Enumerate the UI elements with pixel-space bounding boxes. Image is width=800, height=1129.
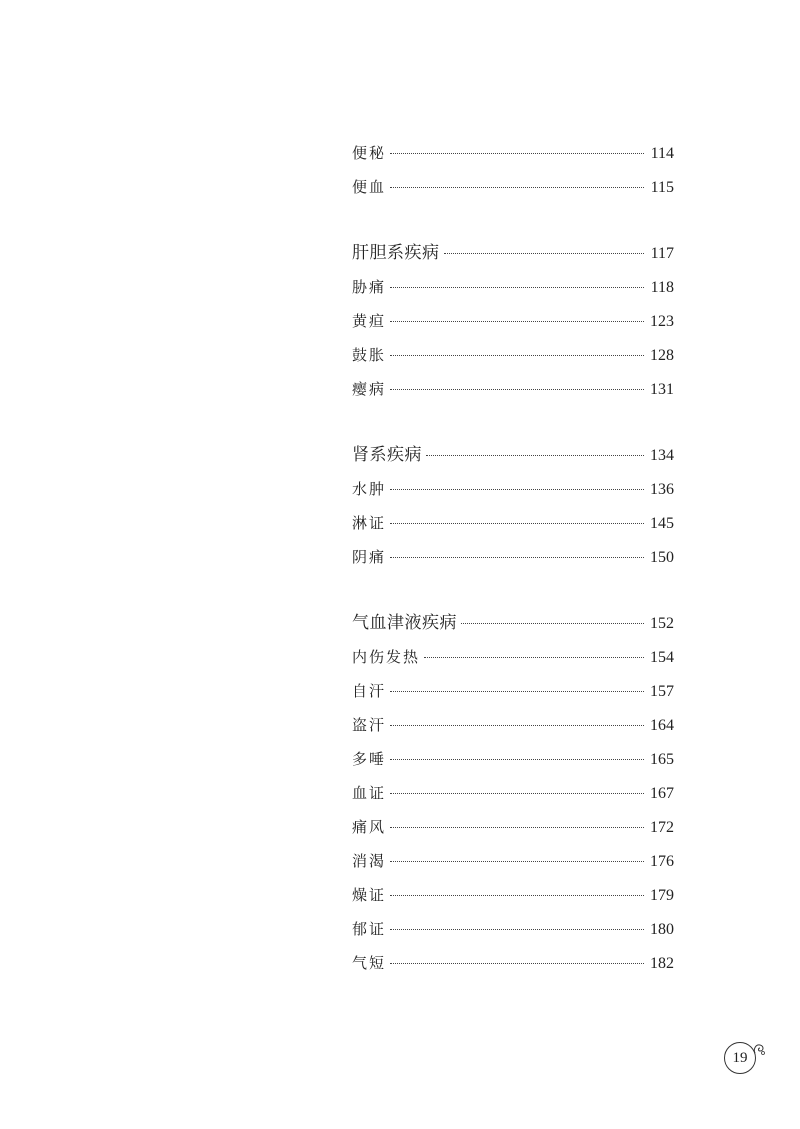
toc-entry[interactable] (352, 372, 674, 406)
page-number-badge (722, 1040, 766, 1080)
dot-leader (390, 691, 644, 692)
dot-leader (390, 963, 644, 964)
toc-entry[interactable] (352, 540, 674, 574)
toc-entry-page: 136 (650, 481, 674, 498)
toc-entry-title: 自汗 (352, 682, 387, 700)
toc-group (352, 236, 674, 406)
toc-entry[interactable] (352, 708, 674, 742)
toc-entry-title: 水肿 (352, 480, 387, 498)
toc-entry-title: 消渴 (352, 852, 387, 870)
toc-entry[interactable] (352, 170, 674, 204)
toc-entry[interactable] (352, 742, 674, 776)
toc-entry-page: 167 (650, 785, 674, 802)
toc-entry-page: 123 (650, 313, 674, 330)
toc-entry[interactable] (352, 946, 674, 980)
toc-entry-page: 128 (650, 347, 674, 364)
toc-entry-page: 172 (650, 819, 674, 836)
dot-leader (390, 929, 644, 930)
toc-entry[interactable] (352, 878, 674, 912)
dot-leader (461, 623, 644, 624)
toc-entry-page: 114 (650, 145, 674, 162)
toc-entry-page: 117 (650, 245, 674, 262)
toc-entry[interactable] (352, 472, 674, 506)
toc-entry-page: 180 (650, 921, 674, 938)
toc-entry-page: 152 (650, 615, 674, 632)
toc-entry[interactable] (352, 304, 674, 338)
dot-leader (390, 557, 644, 558)
toc-entry-page: 150 (650, 549, 674, 566)
dot-leader (390, 153, 644, 154)
toc-entry-title: 瘿病 (352, 380, 387, 398)
toc-group (352, 136, 674, 204)
toc-entry-title: 痛风 (352, 818, 387, 836)
toc-entry-title: 黄疸 (352, 312, 387, 330)
toc-entry-page: 134 (650, 447, 674, 464)
toc-entry[interactable] (352, 338, 674, 372)
toc-entry-page: 115 (650, 179, 674, 196)
swirl-ornament-icon (752, 1042, 766, 1056)
toc-entry[interactable] (352, 506, 674, 540)
dot-leader (426, 455, 644, 456)
dot-leader (390, 287, 644, 288)
toc-entry[interactable] (352, 912, 674, 946)
table-of-contents (352, 136, 674, 1012)
toc-entry-title: 阴痛 (352, 548, 387, 566)
page-number: 19 (724, 1042, 756, 1074)
dot-leader (390, 389, 644, 390)
toc-section-heading[interactable] (352, 438, 674, 472)
toc-entry-title: 气短 (352, 954, 387, 972)
dot-leader (390, 523, 644, 524)
toc-entry-page: 164 (650, 717, 674, 734)
toc-entry[interactable] (352, 776, 674, 810)
toc-section-heading[interactable] (352, 606, 674, 640)
dot-leader (390, 793, 644, 794)
toc-entry-title: 肝胆系疾病 (352, 243, 440, 263)
toc-entry-title: 胁痛 (352, 278, 387, 296)
toc-entry-page: 145 (650, 515, 674, 532)
toc-entry-title: 燥证 (352, 886, 387, 904)
toc-entry-page: 154 (650, 649, 674, 666)
toc-entry-title: 便秘 (352, 144, 387, 162)
dot-leader (424, 657, 644, 658)
toc-entry-title: 肾系疾病 (352, 445, 422, 465)
dot-leader (390, 725, 644, 726)
dot-leader (390, 759, 644, 760)
toc-entry[interactable] (352, 674, 674, 708)
dot-leader (390, 827, 644, 828)
toc-section-heading[interactable] (352, 236, 674, 270)
toc-entry-title: 便血 (352, 178, 387, 196)
toc-entry-page: 157 (650, 683, 674, 700)
toc-entry[interactable] (352, 270, 674, 304)
toc-entry[interactable] (352, 136, 674, 170)
dot-leader (390, 355, 644, 356)
toc-entry-page: 131 (650, 381, 674, 398)
toc-entry-title: 盗汗 (352, 716, 387, 734)
toc-entry-title: 多唾 (352, 750, 387, 768)
toc-entry-title: 血证 (352, 784, 387, 802)
toc-entry-page: 182 (650, 955, 674, 972)
dot-leader (390, 861, 644, 862)
toc-entry-title: 气血津液疾病 (352, 613, 457, 633)
toc-entry-title: 内伤发热 (352, 648, 421, 666)
toc-entry-page: 176 (650, 853, 674, 870)
dot-leader (390, 321, 644, 322)
toc-entry[interactable] (352, 844, 674, 878)
toc-entry-title: 鼓胀 (352, 346, 387, 364)
toc-entry[interactable] (352, 810, 674, 844)
dot-leader (390, 187, 644, 188)
toc-entry-page: 118 (650, 279, 674, 296)
toc-entry-page: 165 (650, 751, 674, 768)
toc-entry[interactable] (352, 640, 674, 674)
dot-leader (390, 489, 644, 490)
toc-entry-title: 淋证 (352, 514, 387, 532)
dot-leader (390, 895, 644, 896)
toc-group (352, 606, 674, 980)
toc-entry-page: 179 (650, 887, 674, 904)
toc-group (352, 438, 674, 574)
dot-leader (444, 253, 645, 254)
toc-entry-title: 郁证 (352, 920, 387, 938)
